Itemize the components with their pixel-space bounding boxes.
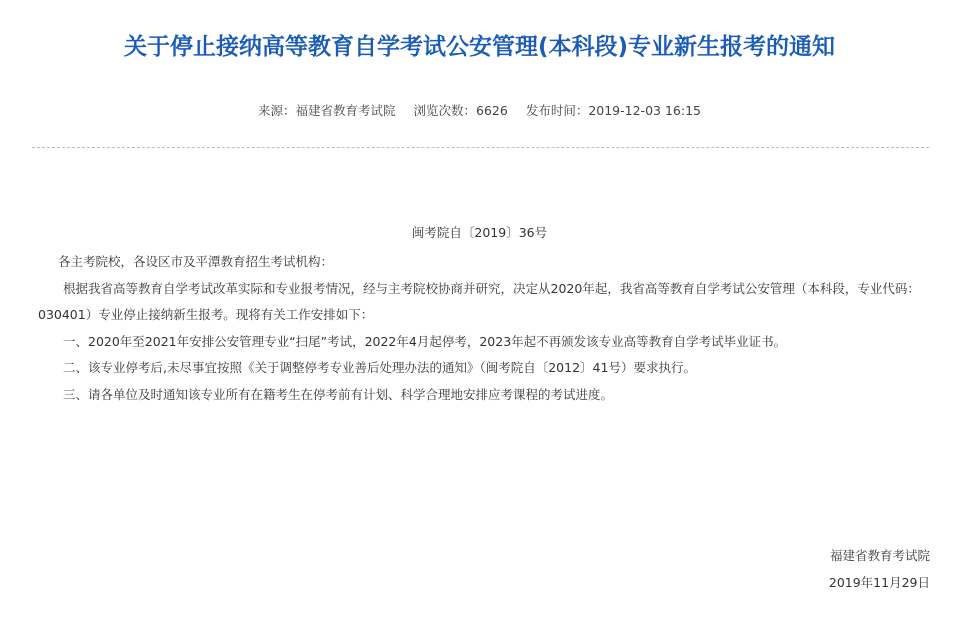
- dashed-divider: [32, 147, 929, 148]
- page-title: 关于停止接纳高等教育自学考试公安管理(本科段)专业新生报考的通知: [123, 34, 836, 61]
- intro-paragraph: 根据我省高等教育自学考试改革实际和专业报考情况，经与主考院校协商并研究，决定从2020年起，我省高等教育自学考试公安管理（本科段，专业代码：030401）专业停止接纳新生报考。现将有关工作安排如下：: [38, 280, 920, 322]
- publish-time: 发布时间：2019-12-03 16:15: [525, 103, 701, 118]
- source-label: 来源：福建省教育考试院: [258, 103, 396, 118]
- list-item: 三、请各单位及时通知该专业所有在籍考生在停考前有计划、科学合理地安排应考课程的考试进度。: [63, 386, 614, 402]
- list-item: 二、该专业停考后,未尽事宜按照《关于调整停考专业善后处理办法的通知》（闽考院自〔2012〕41号）要求执行。: [63, 360, 696, 375]
- signature-date: 2019年11月29日: [828, 575, 930, 590]
- salutation: 各主考院校，各设区市及平潭教育招生考试机构：: [58, 254, 334, 269]
- view-count: 浏览次数：6626: [413, 103, 508, 118]
- signature-organization: 福建省教育考试院: [829, 548, 930, 563]
- list-item: 一、2020年至2021年安排公安管理专业“扫尾”考试，2022年4月起停考，2023年起不再颁发该专业高等教育自学考试毕业证书。: [63, 333, 787, 349]
- article-meta: [0, 101, 959, 121]
- document-number: 闽考院自〔2019〕36号: [411, 225, 548, 240]
- article-body: [38, 249, 931, 408]
